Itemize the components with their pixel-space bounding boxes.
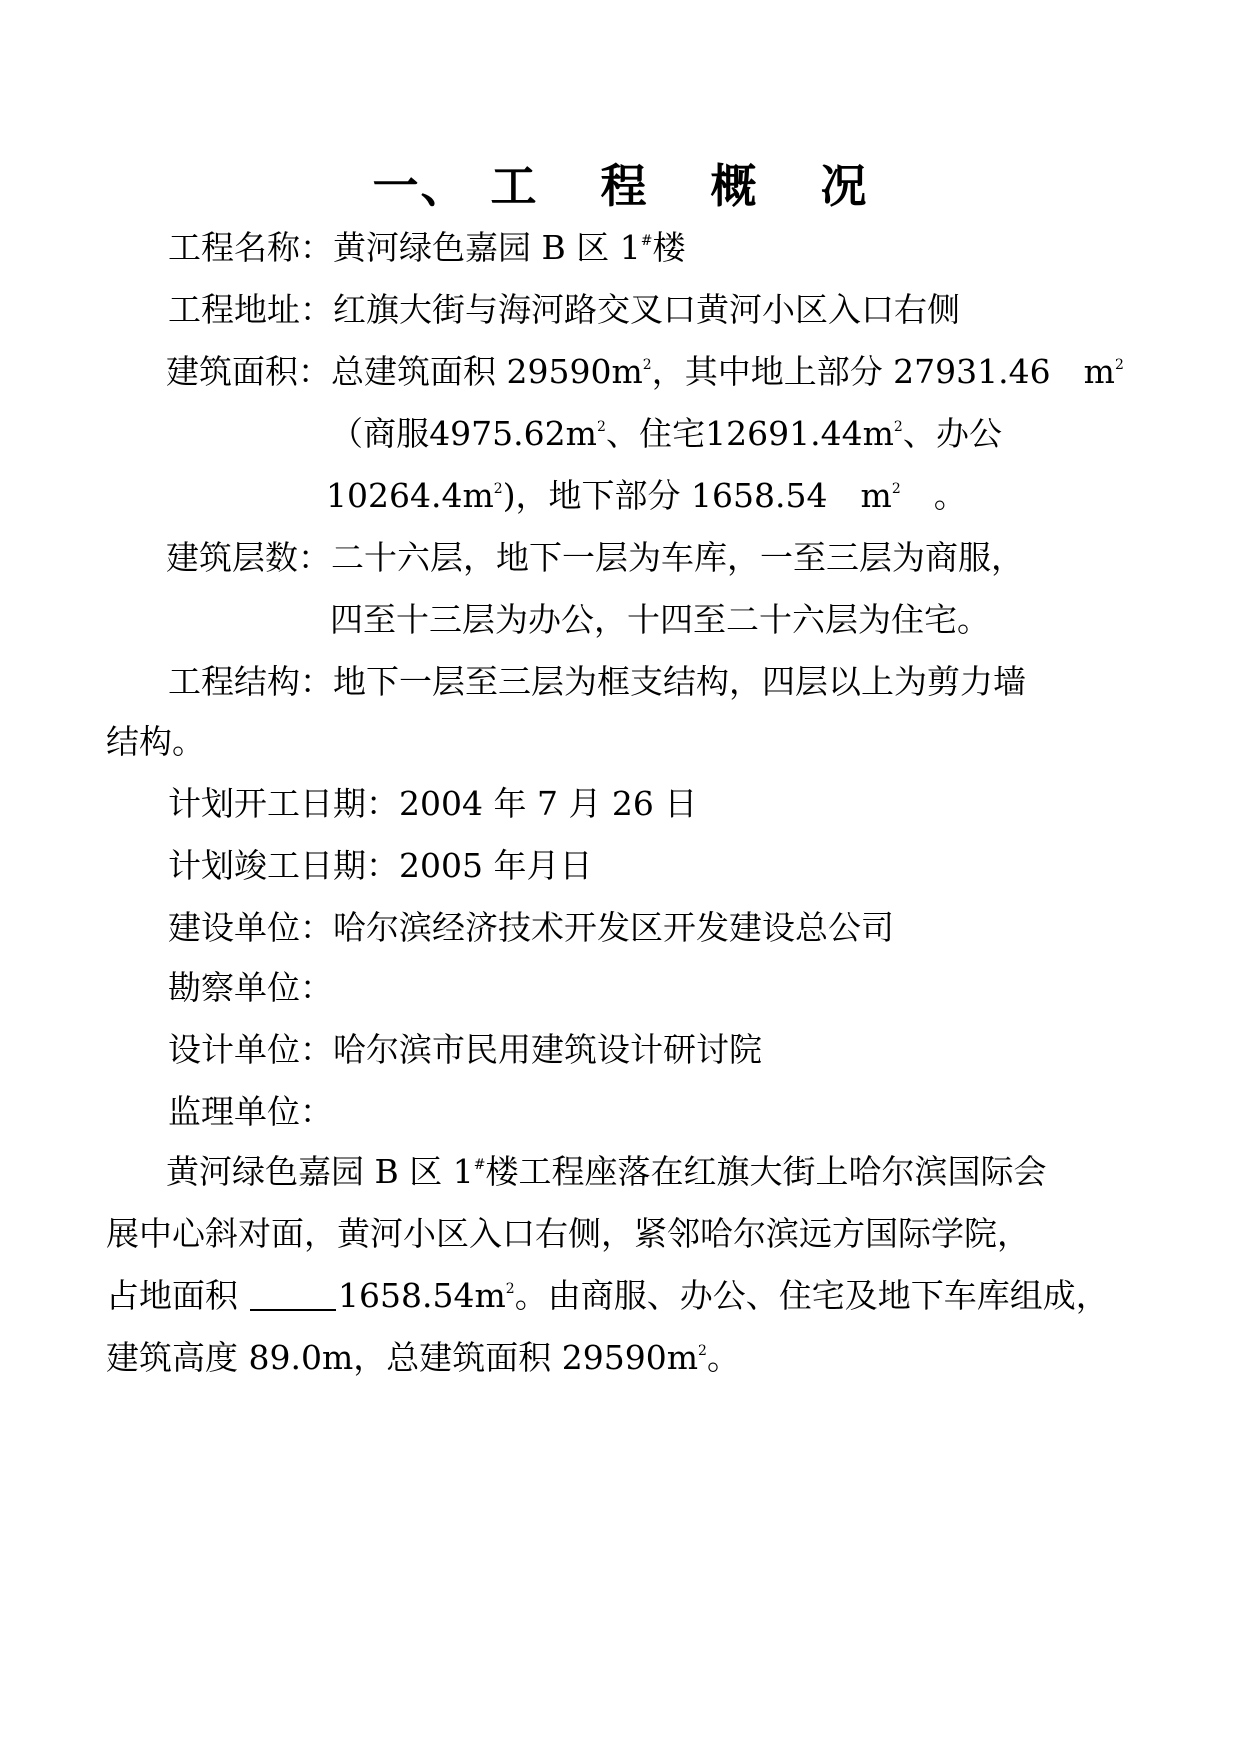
building-area-sup: 2 xyxy=(1114,357,1124,373)
building-area-line1: 总建筑面积 29590m xyxy=(331,352,643,391)
floors-row xyxy=(166,538,1024,578)
building-area-row xyxy=(166,352,1124,392)
superscript: 2 xyxy=(698,1343,707,1359)
text-fragment: 黄河绿色嘉园 B 区 1 xyxy=(166,1152,474,1191)
structure-line1: 工程结构：地下一层至三层为框支结构，四层以上为剪力墙 xyxy=(168,662,1026,701)
text-fragment: 建筑高度 89.0m，总建筑面积 29590m xyxy=(106,1338,699,1377)
title-char: 概 xyxy=(710,159,759,213)
text-fragment: 占地面积 xyxy=(106,1276,238,1315)
superscript: 2 xyxy=(891,481,901,497)
summary-line4 xyxy=(106,1338,740,1378)
title-char: 程 xyxy=(600,159,649,213)
start-date-label: 计划开工日期： xyxy=(168,784,399,823)
text-fragment: 宅 xyxy=(672,414,706,453)
summary-line2: 展中心斜对面，黄河小区入口右侧，紧邻哈尔滨远方国际学院， xyxy=(106,1214,1030,1253)
end-date-value: 2005 年月日 xyxy=(399,846,593,885)
building-area-label: 建筑面积： xyxy=(166,352,331,391)
text-fragment: )，地下部分 1658.54 m xyxy=(502,476,892,515)
start-date-value: 2004 年 7 月 26 日 xyxy=(399,784,698,823)
text-fragment: 10264.4m xyxy=(326,476,494,515)
title-char: 况 xyxy=(820,159,869,213)
project-name-row xyxy=(168,228,685,268)
superscript: # xyxy=(473,1157,486,1173)
text-fragment: $12691.44m^2$ xyxy=(705,414,903,453)
text-fragment: （ xyxy=(330,414,363,453)
title-char: 工 xyxy=(490,159,539,213)
designer-value: 哈尔滨市民用建筑设计研讨院 xyxy=(333,1030,762,1069)
superscript: 2 xyxy=(493,481,503,497)
builder-row xyxy=(168,908,894,948)
project-name-sup: # xyxy=(640,233,653,249)
building-area-sup: 2 xyxy=(642,357,652,373)
text-fragment: 办 xyxy=(935,414,969,453)
designer-label: 设计单位： xyxy=(168,1030,333,1069)
summary-line3 xyxy=(106,1276,1109,1316)
end-date-row xyxy=(168,846,592,886)
end-date-label: 计划竣工日期： xyxy=(168,846,399,885)
project-name-suffix: 楼 xyxy=(652,228,686,267)
text-fragment: 。由商服、办公、住宅及地下车库组成， xyxy=(514,1276,1109,1315)
text-fragment: 公 xyxy=(969,414,1002,453)
floors-label: 建筑层数： xyxy=(166,538,331,577)
builder-value: 哈尔滨经济技术开发区开发建设总公司 xyxy=(333,908,894,947)
text-fragment: 1658.54m xyxy=(338,1276,506,1315)
text-fragment: $4975.62m^2$ xyxy=(429,414,606,453)
supervisor-label: 监理单位： xyxy=(168,1092,333,1131)
start-date-row xyxy=(168,784,697,824)
summary-line1 xyxy=(166,1152,1046,1192)
title-number: 一、 xyxy=(372,159,469,213)
project-name-value: 黄河绿色嘉园 B 区 1 xyxy=(333,228,641,267)
building-area-line2 xyxy=(330,414,1002,454)
blank-underline xyxy=(250,1281,336,1311)
survey-label: 勘察单位： xyxy=(168,968,333,1007)
text-fragment: 服 xyxy=(396,414,430,453)
text-fragment: 住 xyxy=(639,414,672,453)
survey-row xyxy=(168,968,333,1008)
project-address-label: 工程地址： xyxy=(168,290,333,329)
floors-line1: 二十六层，地下一层为车库，一至三层为商服， xyxy=(331,538,1024,577)
text-fragment: 商 xyxy=(363,414,397,453)
structure-line2: 结构。 xyxy=(106,722,205,761)
page-title xyxy=(0,150,1241,216)
text-fragment: 、 xyxy=(605,414,639,453)
floors-line2: 四至十三层为办公，十四至二十六层为住宅。 xyxy=(330,600,990,639)
text-fragment: 楼工程座落在红旗大街上哈尔滨国际会 xyxy=(485,1152,1047,1191)
supervisor-row xyxy=(168,1092,333,1132)
project-address-row xyxy=(168,290,960,330)
builder-label: 建设单位： xyxy=(168,908,333,947)
designer-row xyxy=(168,1030,762,1070)
project-name-label: 工程名称： xyxy=(168,228,333,267)
building-area-line1-mid: ，其中地上部分 27931.46 m xyxy=(651,352,1115,391)
text-fragment: 。 xyxy=(706,1338,740,1377)
superscript: 2 xyxy=(505,1281,515,1297)
text-fragment: 。 xyxy=(900,476,967,515)
building-area-line3 xyxy=(326,476,967,516)
project-address-value: 红旗大街与海河路交叉口黄河小区入口右侧 xyxy=(333,290,960,329)
text-fragment: 、 xyxy=(902,414,936,453)
